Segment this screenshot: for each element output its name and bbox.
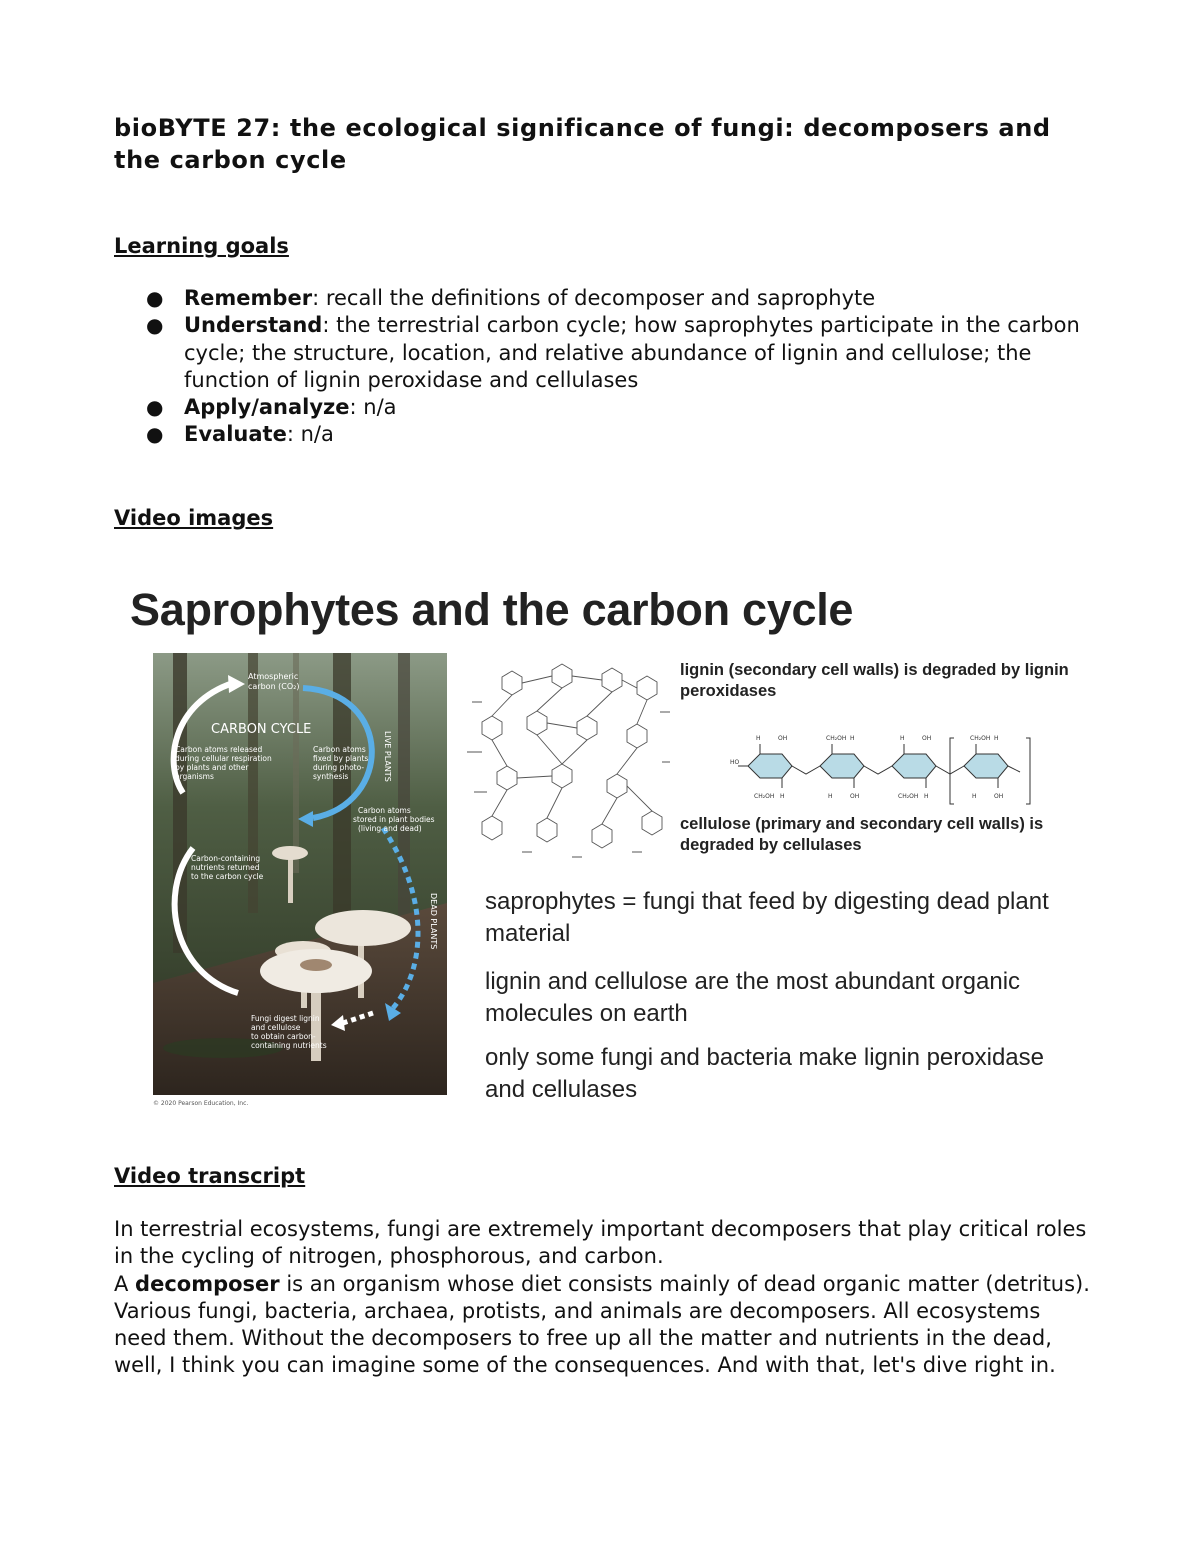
video-transcript-heading: Video transcript: [114, 1164, 306, 1188]
goal-text: : n/a: [286, 422, 334, 447]
svg-text:H: H: [972, 793, 977, 800]
carbon-cycle-photo: [153, 653, 447, 1095]
svg-text:CH₂OH: CH₂OH: [754, 793, 775, 800]
svg-text:OH: OH: [922, 735, 932, 742]
goal-text: : recall the definitions of decomposer and saprophyte: [312, 286, 876, 310]
transcript-text: A: [114, 1271, 136, 1296]
goal-text: : n/a: [349, 395, 397, 420]
svg-text:Carbon atoms: Carbon atoms: [313, 745, 366, 754]
svg-text:OH: OH: [994, 793, 1004, 800]
transcript-paragraph: [114, 1271, 1099, 1380]
goal-text: : the terrestrial carbon cycle; how saprophytes participate in the carbon cycle; the structure, location, and relative abundance of lignin and cellulose; the function of lignin peroxidase and cellulases: [184, 313, 1080, 392]
carbon-cycle-heading: CARBON CYCLE: [211, 722, 312, 737]
bullet-icon: ●: [146, 286, 164, 310]
cellulose-caption: cellulose (primary and secondary cell walls) is degraded by cellulases: [680, 815, 1044, 854]
svg-text:CH₂OH: CH₂OH: [970, 735, 991, 742]
svg-text:to the carbon cycle: to the carbon cycle: [191, 872, 264, 881]
lignin-caption: lignin (secondary cell walls) is degraded by lignin peroxidases: [680, 661, 1069, 700]
learning-goals-list: [114, 285, 1094, 449]
transcript-paragraph: In terrestrial ecosystems, fungi are extremely important decomposers that play critical roles in the cycling of nitrogen, phosphorous, and carbon.: [114, 1217, 1087, 1269]
svg-text:CH₂OH: CH₂OH: [898, 793, 919, 800]
svg-text:CH₂OH: CH₂OH: [826, 735, 847, 742]
svg-text:HO: HO: [730, 759, 740, 766]
transcript-body: [114, 1216, 1099, 1380]
cellulose-structure-diagram: [730, 726, 1035, 818]
page-title: bioBYTE 27: the ecological significance of fungi: decomposers and the carbon cycle: [114, 114, 1051, 174]
bullet-icon: ●: [146, 395, 164, 420]
svg-text:during photo-: during photo-: [313, 763, 365, 772]
video-images-heading: Video images: [114, 506, 274, 530]
svg-text:during cellular respiration: during cellular respiration: [175, 754, 272, 763]
svg-text:Fungi digest lignin: Fungi digest lignin: [251, 1014, 320, 1023]
slide-title: Saprophytes and the carbon cycle: [130, 584, 854, 635]
svg-text:H: H: [994, 735, 999, 742]
svg-text:by plants and other: by plants and other: [175, 763, 249, 772]
svg-text:H: H: [900, 735, 905, 742]
transcript-text: is an organism whose diet consists mainly of dead organic matter (detritus). Various fungi, bacteria, archaea, protists, and animals are decomposers. All ecosystems need them. Without the decomposers to free up all the matter and nutrients in the dead, well, I think you can imagine some of the consequences. And with that, let's dive right in.: [114, 1271, 1090, 1378]
lignin-structure-diagram: [462, 652, 672, 867]
svg-text:fixed by plants: fixed by plants: [313, 754, 369, 763]
svg-text:to obtain carbon-: to obtain carbon-: [251, 1032, 316, 1041]
list-item: [114, 394, 1094, 421]
goal-label: Apply/analyze: [184, 395, 350, 420]
goal-label: Evaluate: [184, 422, 287, 447]
svg-text:synthesis: synthesis: [313, 772, 349, 781]
list-item: [114, 312, 1094, 394]
svg-text:nutrients returned: nutrients returned: [191, 863, 260, 872]
slide-bullet-saprophytes: saprophytes = fungi that feed by digesting dead plant material: [485, 888, 1049, 947]
svg-text:containing nutrients: containing nutrients: [251, 1041, 327, 1050]
list-item: [114, 421, 1094, 448]
slide-bullet-abundance: lignin and cellulose are the most abundant organic molecules on earth: [485, 968, 1021, 1027]
decomposer-term: decomposer: [135, 1271, 280, 1296]
svg-text:H: H: [828, 793, 833, 800]
svg-text:H: H: [924, 793, 929, 800]
bullet-icon: ●: [146, 422, 164, 447]
svg-text:Atmospheric: Atmospheric: [248, 672, 299, 681]
svg-text:H: H: [756, 735, 761, 742]
svg-text:and cellulose: and cellulose: [251, 1023, 301, 1032]
slide-bullet-enzymes: only some fungi and bacteria make lignin peroxidase and cellulases: [485, 1044, 1044, 1103]
image-credit: © 2020 Pearson Education, Inc.: [153, 1100, 249, 1107]
svg-text:carbon (CO₂): carbon (CO₂): [248, 682, 300, 691]
svg-text:stored in plant bodies: stored in plant bodies: [353, 815, 435, 824]
svg-text:H: H: [850, 735, 855, 742]
goal-label: Understand: [184, 313, 323, 338]
svg-text:Carbon atoms: Carbon atoms: [358, 806, 411, 815]
svg-text:H: H: [780, 793, 785, 800]
svg-text:OH: OH: [850, 793, 860, 800]
svg-text:organisms: organisms: [175, 772, 214, 781]
svg-text:DEAD PLANTS: DEAD PLANTS: [429, 893, 438, 950]
svg-text:LIVE PLANTS: LIVE PLANTS: [383, 731, 392, 782]
learning-goals-heading: Learning goals: [114, 234, 289, 258]
svg-text:Carbon atoms released: Carbon atoms released: [175, 745, 263, 754]
svg-text:OH: OH: [778, 735, 788, 742]
video-slide-image: [110, 570, 1100, 1115]
svg-text:Carbon-containing: Carbon-containing: [191, 854, 261, 863]
goal-label: Remember: [184, 286, 313, 310]
svg-text:(living and dead): (living and dead): [358, 824, 422, 833]
bullet-icon: ●: [146, 313, 164, 338]
list-item: [114, 285, 1094, 312]
